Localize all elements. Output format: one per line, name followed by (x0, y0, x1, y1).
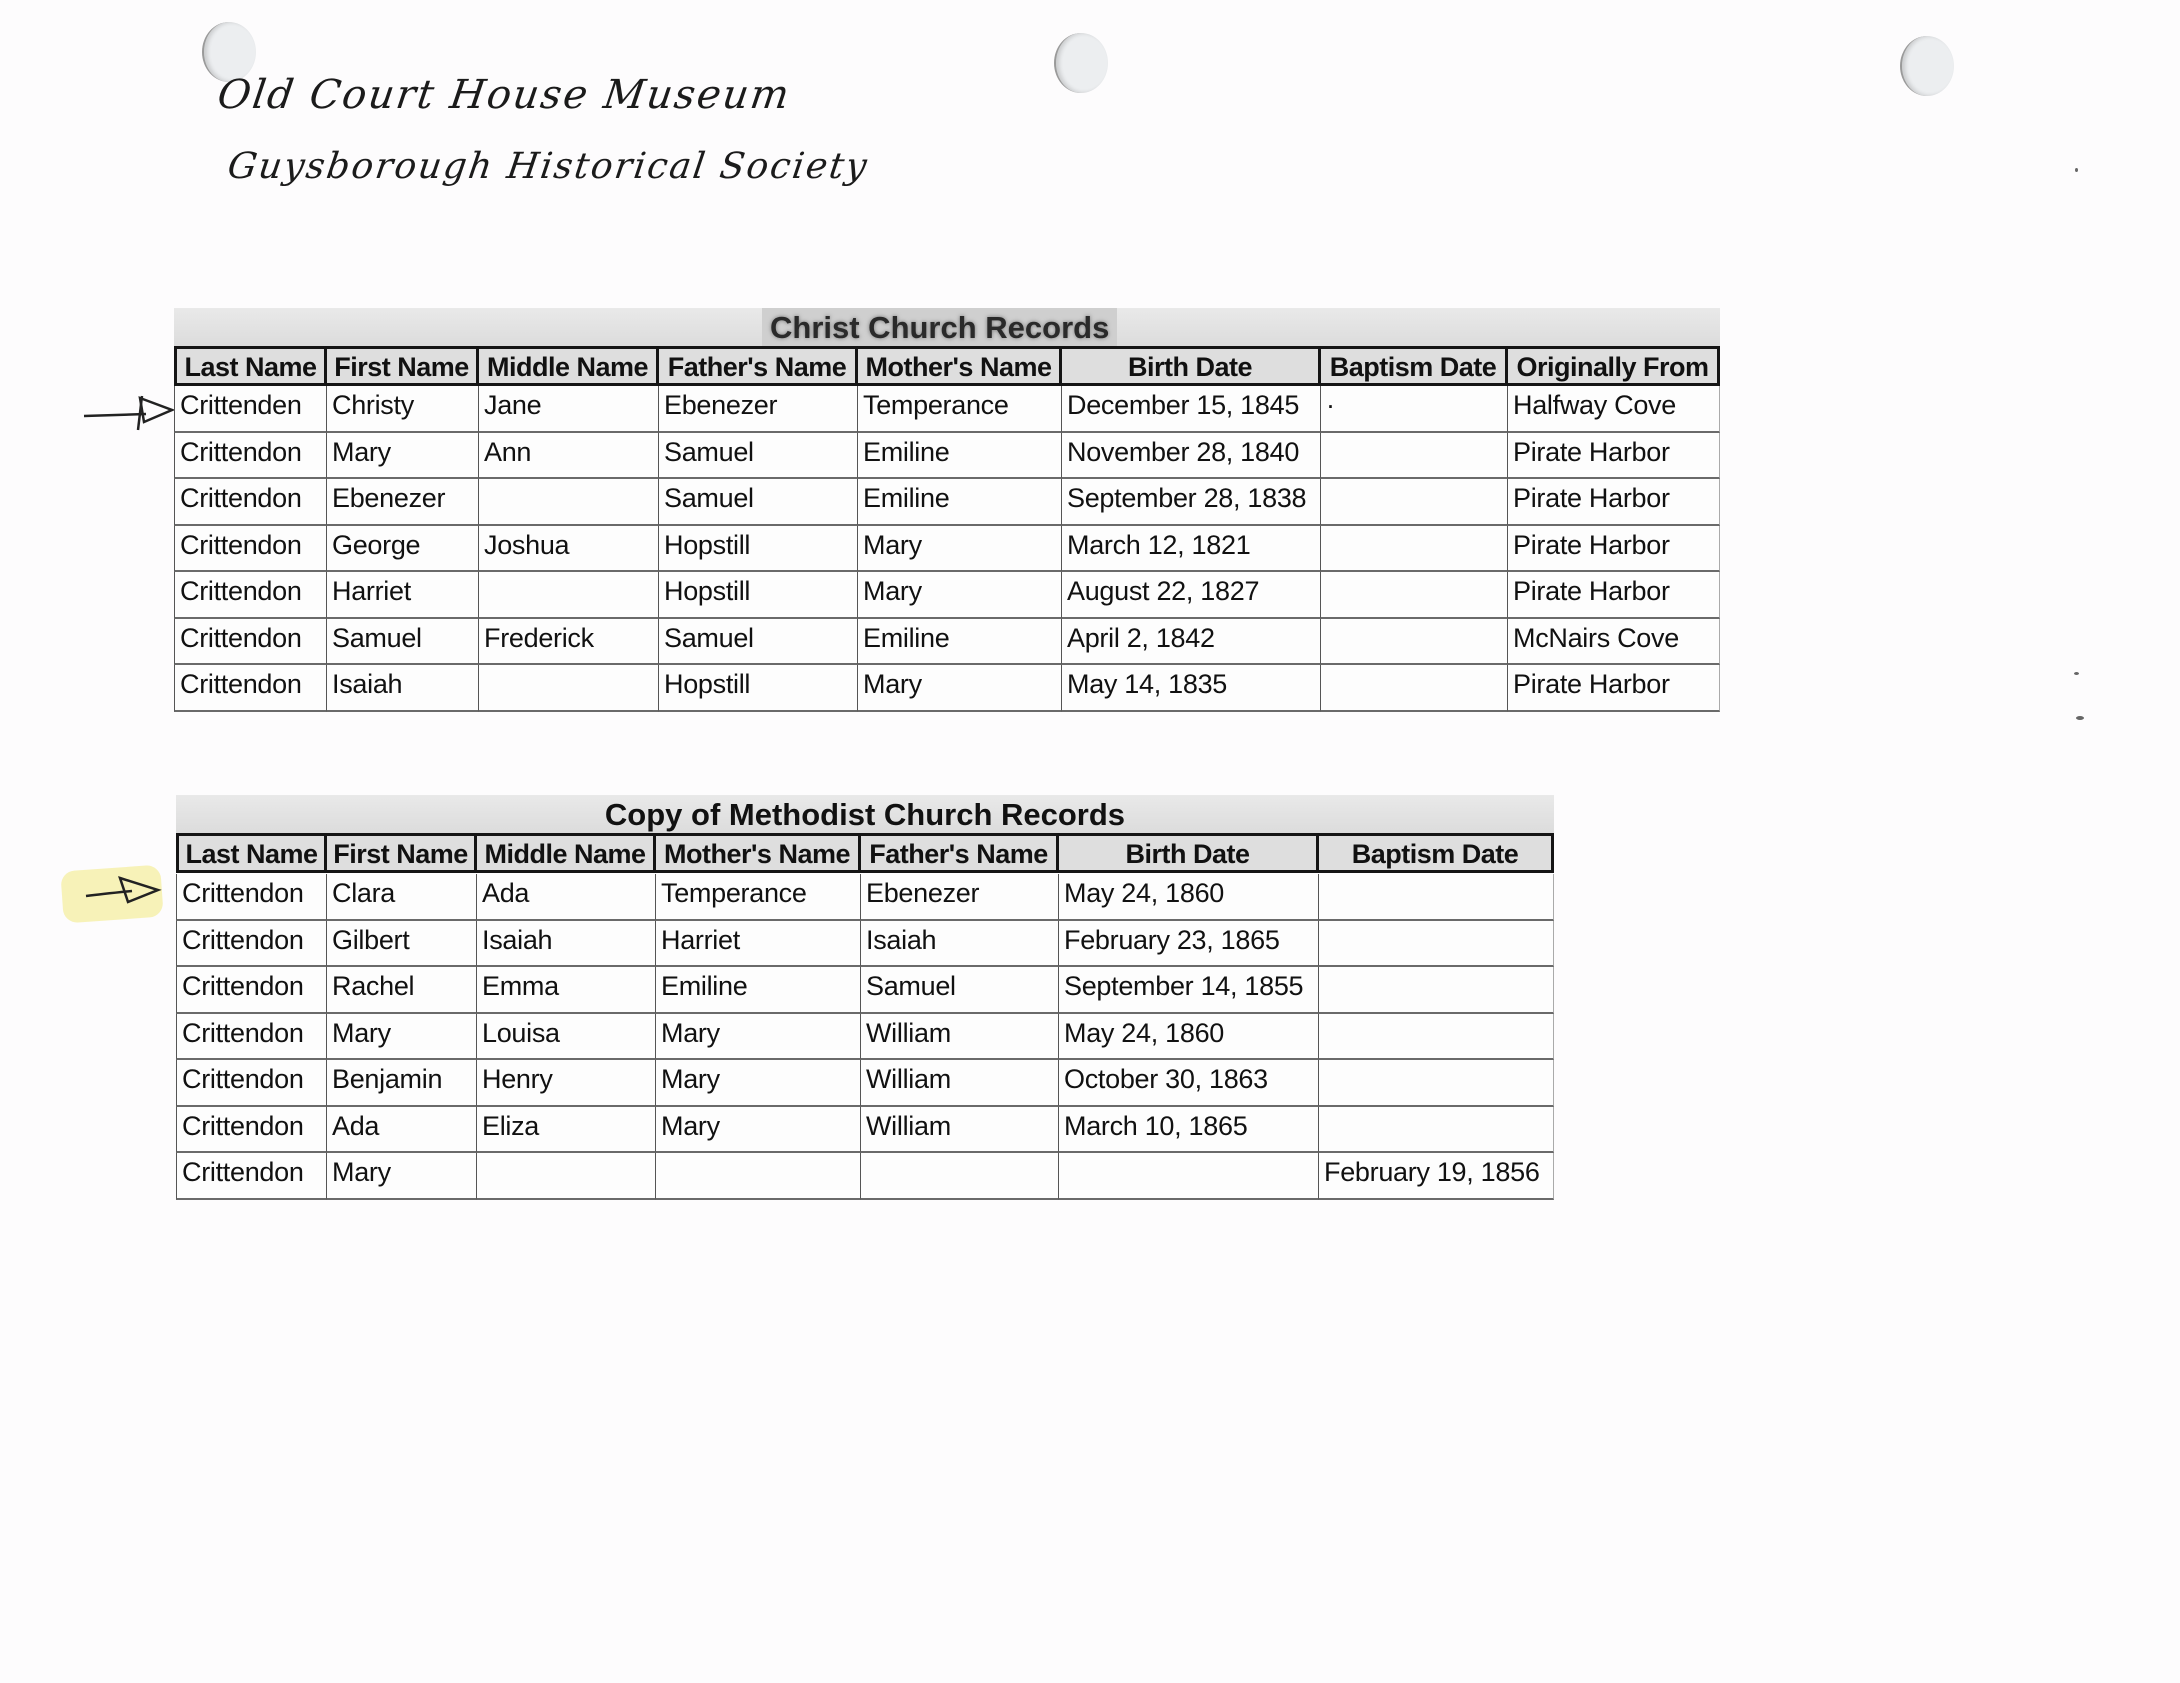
table-row (176, 921, 1554, 968)
table-cell (1320, 619, 1507, 666)
table-cell: Ebenezer (860, 874, 1058, 921)
table-cell: Halfway Cove (1507, 386, 1720, 433)
column-header: First Name (326, 346, 478, 386)
table-cell: Mary (857, 665, 1061, 712)
column-header: Father's Name (860, 833, 1058, 873)
table-cell: April 2, 1842 (1061, 619, 1320, 666)
table-cell: May 14, 1835 (1061, 665, 1320, 712)
table-row (176, 1014, 1554, 1061)
table-cell: Samuel (658, 619, 857, 666)
table-cell: May 24, 1860 (1058, 1014, 1318, 1061)
table-cell (1320, 665, 1507, 712)
table-cell: Isaiah (476, 921, 655, 968)
table-cell: Emiline (857, 433, 1061, 480)
table-cell: Crittendon (176, 1060, 326, 1107)
table-cell: William (860, 1107, 1058, 1154)
table-cell: Eliza (476, 1107, 655, 1154)
table-row (176, 967, 1554, 1014)
table-header-row (174, 346, 1720, 386)
table-cell: Ada (476, 874, 655, 921)
table-cell: May 24, 1860 (1058, 874, 1318, 921)
table-cell (860, 1153, 1058, 1200)
table-cell (1318, 921, 1554, 968)
christ-church-records-table (174, 308, 1720, 712)
table-cell: William (860, 1014, 1058, 1061)
table-cell: Crittendon (176, 1153, 326, 1200)
column-header: Baptism Date (1320, 346, 1507, 386)
table-cell: Pirate Harbor (1507, 479, 1720, 526)
table-cell: Temperance (857, 386, 1061, 433)
table-row (174, 386, 1720, 433)
table-cell: Crittendon (174, 526, 326, 573)
hand-drawn-arrow-icon (82, 874, 162, 910)
table-cell (1318, 1060, 1554, 1107)
table-cell (478, 479, 658, 526)
table-cell: Pirate Harbor (1507, 572, 1720, 619)
table-cell: Hopstill (658, 572, 857, 619)
table-cell: Crittendon (174, 479, 326, 526)
table-cell: Hopstill (658, 526, 857, 573)
table-cell: Crittenden (174, 386, 326, 433)
table-row (174, 526, 1720, 573)
table-cell: Crittendon (174, 433, 326, 480)
table-cell: Rachel (326, 967, 476, 1014)
table-cell (1318, 967, 1554, 1014)
table-cell: · (1320, 386, 1507, 433)
column-header: Middle Name (478, 346, 658, 386)
table-row (176, 1107, 1554, 1154)
table-cell: Ebenezer (658, 386, 857, 433)
table-row (176, 1153, 1554, 1200)
table-cell (1318, 1014, 1554, 1061)
table-cell: March 10, 1865 (1058, 1107, 1318, 1154)
table-row (174, 433, 1720, 480)
table-cell (476, 1153, 655, 1200)
hand-drawn-arrow-icon (82, 392, 174, 432)
column-header: Middle Name (476, 833, 655, 873)
table-row (174, 665, 1720, 712)
table-cell (478, 572, 658, 619)
punch-hole-right (1900, 36, 1954, 96)
table-cell: Ann (478, 433, 658, 480)
table-cell (1318, 1107, 1554, 1154)
table-cell: Crittendon (174, 572, 326, 619)
column-header: Baptism Date (1318, 833, 1554, 873)
table-row (174, 572, 1720, 619)
table-cell (1058, 1153, 1318, 1200)
table-cell (1320, 572, 1507, 619)
table-cell: December 15, 1845 (1061, 386, 1320, 433)
table-cell: February 23, 1865 (1058, 921, 1318, 968)
table-cell: Pirate Harbor (1507, 433, 1720, 480)
table-cell: Mary (655, 1014, 860, 1061)
table-cell: George (326, 526, 478, 573)
table-cell: Temperance (655, 874, 860, 921)
table-title: Copy of Methodist Church Records (604, 797, 1126, 832)
table-cell: August 22, 1827 (1061, 572, 1320, 619)
table-cell: Mary (857, 526, 1061, 573)
column-header: Last Name (176, 833, 326, 873)
table-cell: Crittendon (174, 665, 326, 712)
table-cell: William (860, 1060, 1058, 1107)
table-cell: Harriet (326, 572, 478, 619)
table-cell: February 19, 1856 (1318, 1153, 1554, 1200)
table-cell: November 28, 1840 (1061, 433, 1320, 480)
table-row (174, 619, 1720, 666)
column-header: Mother's Name (857, 346, 1061, 386)
table-row (176, 1060, 1554, 1107)
column-header: Birth Date (1058, 833, 1318, 873)
table-cell: Ebenezer (326, 479, 478, 526)
table-cell: Frederick (478, 619, 658, 666)
table-cell: Crittendon (176, 874, 326, 921)
table-cell (655, 1153, 860, 1200)
column-header: Last Name (174, 346, 326, 386)
table-cell: March 12, 1821 (1061, 526, 1320, 573)
table-cell: Emma (476, 967, 655, 1014)
table-cell: October 30, 1863 (1058, 1060, 1318, 1107)
table-cell: Crittendon (174, 619, 326, 666)
table-cell: Emiline (655, 967, 860, 1014)
scan-speck (2075, 168, 2078, 172)
table-cell (478, 665, 658, 712)
table-cell: Pirate Harbor (1507, 665, 1720, 712)
table-cell (1320, 433, 1507, 480)
table-cell: Mary (655, 1107, 860, 1154)
table-cell: Crittendon (176, 921, 326, 968)
table-cell: Gilbert (326, 921, 476, 968)
table-cell: Ada (326, 1107, 476, 1154)
table-cell: Emiline (857, 619, 1061, 666)
table-cell (1318, 874, 1554, 921)
scan-speck (2076, 716, 2084, 720)
column-header: Originally From (1507, 346, 1720, 386)
table-cell: McNairs Cove (1507, 619, 1720, 666)
column-header: First Name (326, 833, 476, 873)
table-title: Christ Church Records (762, 308, 1117, 346)
table-cell: Mary (326, 1153, 476, 1200)
table-cell: Emiline (857, 479, 1061, 526)
column-header: Father's Name (658, 346, 857, 386)
handwritten-museum-name: Old Court House Museum (214, 72, 794, 118)
table-cell: Samuel (658, 433, 857, 480)
scan-speck (2074, 672, 2079, 675)
table-cell: Isaiah (326, 665, 478, 712)
table-cell: September 14, 1855 (1058, 967, 1318, 1014)
table-cell: Mary (326, 1014, 476, 1061)
table-cell: Isaiah (860, 921, 1058, 968)
table-cell: September 28, 1838 (1061, 479, 1320, 526)
table-cell (1320, 479, 1507, 526)
methodist-church-records-table (176, 795, 1554, 1200)
column-header: Birth Date (1061, 346, 1320, 386)
table-cell (1320, 526, 1507, 573)
table-row (174, 479, 1720, 526)
table-cell: Crittendon (176, 1014, 326, 1061)
table-cell: Henry (476, 1060, 655, 1107)
table-cell: Mary (655, 1060, 860, 1107)
table-cell: Samuel (860, 967, 1058, 1014)
table-cell: Samuel (658, 479, 857, 526)
table-cell: Christy (326, 386, 478, 433)
table-cell: Joshua (478, 526, 658, 573)
table-cell: Crittendon (176, 1107, 326, 1154)
table-cell: Crittendon (176, 967, 326, 1014)
column-header: Mother's Name (655, 833, 860, 873)
table-cell: Jane (478, 386, 658, 433)
punch-hole-center (1054, 33, 1108, 93)
table-cell: Mary (326, 433, 478, 480)
handwritten-society-name: Guysborough Historical Society (225, 146, 872, 187)
table-cell: Louisa (476, 1014, 655, 1061)
table-cell: Benjamin (326, 1060, 476, 1107)
table-cell: Samuel (326, 619, 478, 666)
table-cell: Hopstill (658, 665, 857, 712)
table-cell: Pirate Harbor (1507, 526, 1720, 573)
table-row (176, 874, 1554, 921)
table-cell: Mary (857, 572, 1061, 619)
table-cell: Clara (326, 874, 476, 921)
table-header-row (176, 833, 1554, 873)
table-cell: Harriet (655, 921, 860, 968)
